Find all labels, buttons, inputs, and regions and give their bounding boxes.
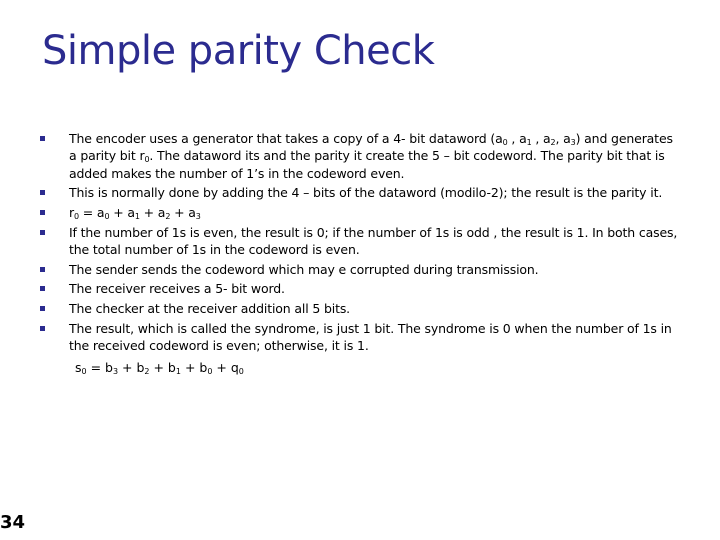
bullet-item-receiver: The receiver receives a 5- bit word. — [40, 280, 680, 297]
bullet-item-modulo: This is normally done by adding the 4 – bits of the dataword (modilo-2); the result is the parity it. — [40, 184, 680, 201]
page-number: 34 — [0, 512, 26, 533]
bullet-item-checker: The checker at the receiver addition all 5 bits. — [40, 300, 680, 317]
slide-title: Simple parity Check — [42, 28, 435, 74]
bullet-item-encoder: The encoder uses a generator that takes a copy of a 4- bit dataword ($a_0$ , $a_1$ , $a_2$, $a_3$) and generates a parity bit $r_0$. The dataword its and the parity it create the 5 – bit codeword. The parity bit that is added makes the number of 1’s in the codeword even. — [40, 130, 680, 182]
square-bullet-icon — [40, 286, 45, 291]
syndrome-formula: $s_0 = b_3 + b_2 + b_1 + b_0 + q_0$ — [75, 360, 244, 376]
bullet-list — [40, 130, 680, 357]
square-bullet-icon — [40, 136, 45, 141]
square-bullet-icon — [40, 210, 45, 215]
bullet-item-sender: The sender sends the codeword which may e corrupted during transmission. — [40, 261, 680, 278]
square-bullet-icon — [40, 267, 45, 272]
bullet-item-even-odd: If the number of 1s is even, the result is 0; if the number of 1s is odd , the result is 1. In both cases, the total number of 1s in the codeword is even. — [40, 224, 680, 259]
square-bullet-icon — [40, 230, 45, 235]
square-bullet-icon — [40, 190, 45, 195]
bullet-item-parity-equation: $r_0 = a_0 + a_1 + a_2 + a_3$ — [40, 204, 680, 221]
bullet-item-syndrome: The result, which is called the syndrome, is just 1 bit. The syndrome is 0 when the number of 1s in the received codeword is even; otherwise, it is 1. — [40, 320, 680, 355]
square-bullet-icon — [40, 326, 45, 331]
square-bullet-icon — [40, 306, 45, 311]
